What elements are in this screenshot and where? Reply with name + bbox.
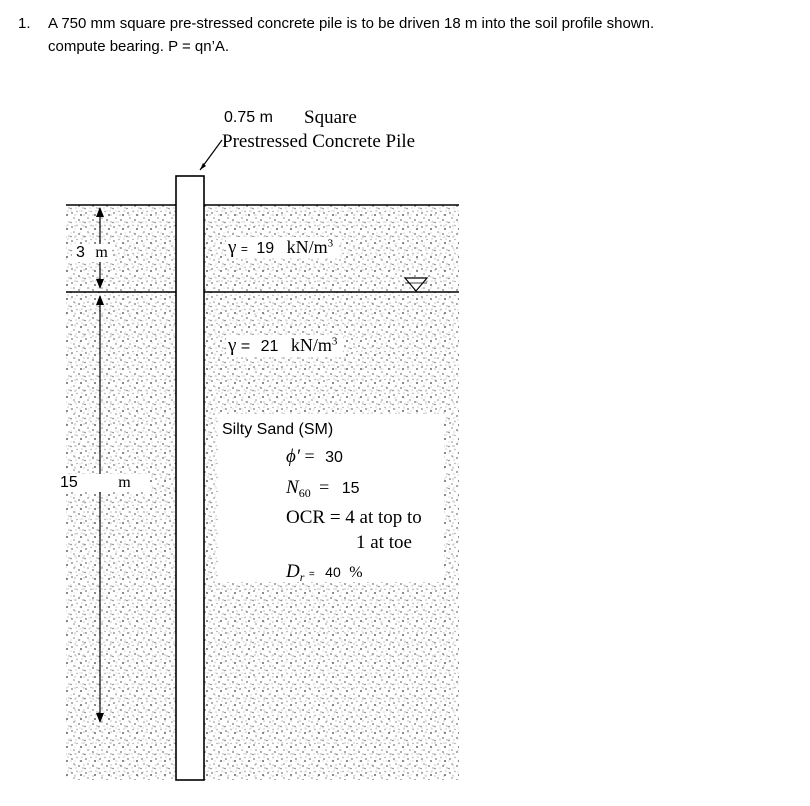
dr-value: 40 bbox=[325, 564, 341, 580]
pile-title-word: Square bbox=[304, 107, 357, 128]
friction-angle-row bbox=[286, 447, 343, 466]
layer1-gamma-unit: kN/m bbox=[286, 237, 328, 257]
relative-density-row bbox=[286, 562, 363, 583]
layer1-gamma-symbol: γ bbox=[228, 237, 237, 258]
layer1-unit-weight bbox=[226, 237, 339, 258]
layer2-thickness-value: 15 bbox=[60, 474, 78, 491]
layer2-unit-weight bbox=[226, 335, 343, 356]
layer2-gamma-exp: 3 bbox=[331, 335, 338, 348]
dr-symbol: D bbox=[286, 561, 300, 582]
layer1-thickness-value: 3 bbox=[76, 244, 85, 261]
n60-value: 15 bbox=[341, 480, 360, 497]
layer2-gamma-symbol: γ bbox=[228, 335, 237, 356]
soil-type-label: Silty Sand (SM) bbox=[222, 421, 334, 438]
layer1-thickness-unit: m bbox=[95, 244, 108, 261]
pile-subtitle: Prestressed Concrete Pile bbox=[222, 131, 416, 152]
phi-symbol: ϕ′ bbox=[286, 446, 300, 467]
n60-eq: = bbox=[319, 477, 330, 497]
question-text-line-1: A 750 mm square pre-stressed concrete pile is to be driven 18 m into the soil profile shown. bbox=[48, 15, 655, 32]
n60-row bbox=[286, 478, 360, 499]
ocr-toe-label: 1 at toe bbox=[356, 532, 412, 553]
layer1-gamma-value: 19 bbox=[256, 240, 275, 257]
layer2-thickness-unit: m bbox=[118, 474, 131, 491]
n60-subscript: 60 bbox=[298, 486, 311, 501]
phi-eq: = bbox=[304, 446, 315, 466]
layer1-thickness-label bbox=[72, 244, 112, 262]
dr-subscript: r bbox=[299, 570, 305, 585]
layer2-gamma-unit: kN/m bbox=[290, 335, 332, 355]
phi-value: 30 bbox=[325, 449, 343, 466]
ocr-top-label: OCR = 4 at top to bbox=[286, 507, 422, 528]
question-text-line-2: compute bearing. P = qn’A. bbox=[48, 38, 230, 55]
layer1-gamma-exp: 3 bbox=[327, 237, 334, 250]
layer2-gamma-value: 21 bbox=[260, 338, 279, 355]
n60-symbol: N bbox=[286, 477, 299, 498]
question-number: 1. bbox=[18, 15, 31, 32]
dr-eq: = bbox=[308, 569, 315, 580]
concrete-pile bbox=[176, 176, 204, 780]
layer2-thickness-label bbox=[56, 474, 150, 492]
pile-size-label: 0.75 m bbox=[224, 109, 273, 126]
layer2-gamma-eq: = bbox=[240, 338, 251, 355]
dr-unit: % bbox=[349, 564, 363, 581]
layer1-gamma-eq: = bbox=[240, 242, 248, 256]
